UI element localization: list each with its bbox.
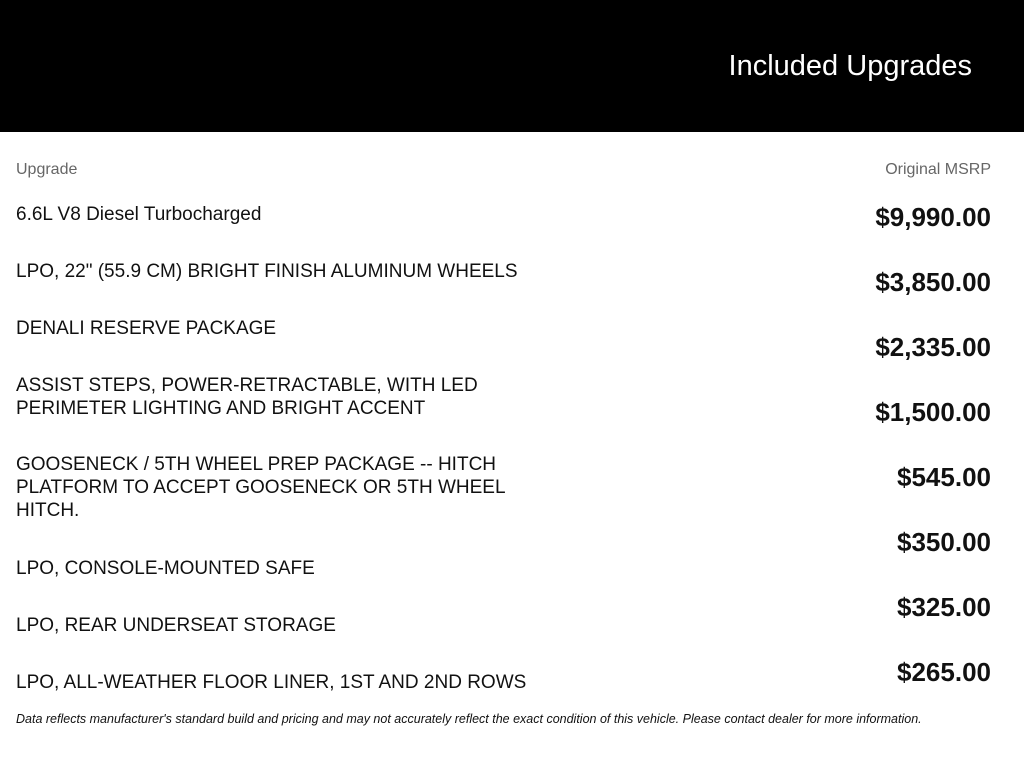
msrp-price: $325.00 [897, 592, 991, 622]
upgrade-name: LPO, 22" (55.9 CM) BRIGHT FINISH ALUMINUM WHEELS [16, 261, 518, 282]
msrp-price: $350.00 [897, 527, 991, 557]
upgrade-name: LPO, CONSOLE-MOUNTED SAFE [16, 558, 315, 579]
header-banner [0, 0, 1024, 132]
upgrade-name: ASSIST STEPS, POWER-RETRACTABLE, WITH LED PERIMETER LIGHTING AND BRIGHT ACCENT [16, 375, 478, 419]
msrp-column-header: Original MSRP [885, 161, 991, 178]
upgrade-column-header: Upgrade [16, 161, 78, 178]
upgrade-name: LPO, REAR UNDERSEAT STORAGE [16, 615, 336, 636]
msrp-price: $2,335.00 [875, 332, 991, 362]
msrp-price: $545.00 [897, 462, 991, 492]
msrp-price: $1,500.00 [875, 397, 991, 427]
msrp-price: $265.00 [897, 657, 991, 687]
msrp-price: $9,990.00 [875, 202, 991, 232]
upgrade-name: DENALI RESERVE PACKAGE [16, 318, 277, 339]
page-title: Included Upgrades [728, 50, 972, 82]
upgrade-name: GOOSENECK / 5TH WHEEL PREP PACKAGE -- HITCH PLATFORM TO ACCEPT GOOSENECK OR 5TH WHEEL HITCH. [16, 454, 505, 521]
msrp-price: $3,850.00 [875, 267, 991, 297]
pricing-disclaimer: Data reflects manufacturer's standard build and pricing and may not accurately reflect the exact condition of this vehicle. Please contact dealer for more information. [16, 712, 922, 726]
upgrade-name: LPO, ALL-WEATHER FLOOR LINER, 1ST AND 2ND ROWS [16, 672, 527, 693]
upgrade-name: 6.6L V8 Diesel Turbocharged [16, 204, 262, 225]
